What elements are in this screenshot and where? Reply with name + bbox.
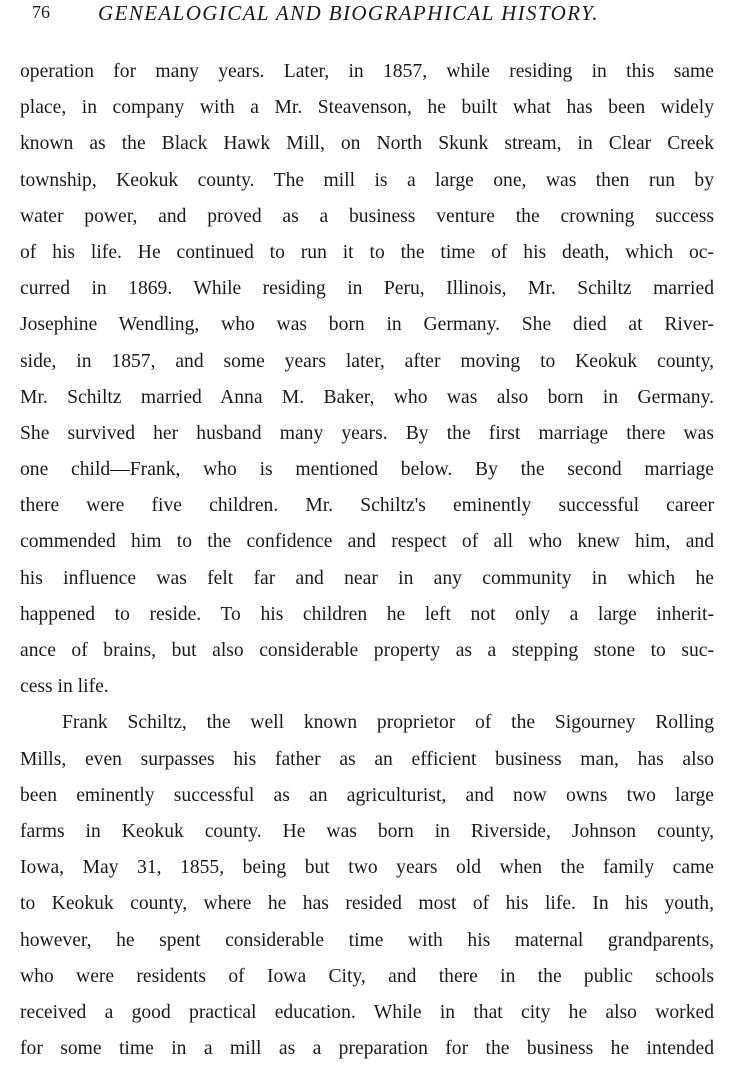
text-line: place, in company with a Mr. Steavenson, he built what has been widely — [20, 97, 714, 119]
text-line: Mills, even surpasses his father as an efficient business man, has also — [20, 748, 714, 770]
running-title: GENEALOGICAL AND BIOGRAPHICAL HISTORY. — [98, 1, 599, 25]
text-line: who were residents of Iowa City, and there in the public schools — [20, 965, 714, 987]
page-number: 76 — [32, 2, 50, 22]
text-line: his influence was felt far and near in any community in which he — [20, 567, 714, 589]
text-line: one child—Frank, who is mentioned below. By the second marriage — [20, 459, 714, 481]
text-line: commended him to the confidence and respect of all who knew him, and — [20, 531, 714, 553]
text-line: Josephine Wendling, who was born in Germany. She died at River- — [20, 314, 714, 336]
running-head — [32, 2, 672, 32]
text-line: however, he spent considerable time with his maternal grandparents, — [20, 929, 714, 951]
text-line: side, in 1857, and some years later, after moving to Keokuk county, — [20, 350, 714, 372]
text-line: Iowa, May 31, 1855, being but two years old when the family came — [20, 857, 714, 879]
text-line: Frank Schiltz, the well known proprietor of the Sigourney Rolling — [62, 712, 714, 734]
text-line: farms in Keokuk county. He was born in Riverside, Johnson county, — [20, 820, 714, 842]
text-line: happened to reside. To his children he left not only a large inherit- — [20, 603, 714, 625]
text-line: known as the Black Hawk Mill, on North Skunk stream, in Clear Creek — [20, 133, 714, 155]
text-line: for some time in a mill as a preparation for the business he intended — [20, 1038, 714, 1060]
text-line: curred in 1869. While residing in Peru, Illinois, Mr. Schiltz married — [20, 278, 714, 300]
text-line: ance of brains, but also considerable property as a stepping stone to suc- — [20, 640, 714, 661]
paragraph-1 — [20, 54, 714, 705]
text-line: township, Keokuk county. The mill is a large one, was then run by — [20, 169, 714, 191]
text-line: been eminently successful as an agriculturist, and now owns two large — [20, 784, 714, 806]
text-line: of his life. He continued to run it to the time of his death, which oc- — [20, 241, 714, 263]
text-line: to Keokuk county, where he has resided most of his life. In his youth, — [20, 893, 714, 915]
text-line: Mr. Schiltz married Anna M. Baker, who was also born in Germany. — [20, 386, 714, 408]
text-line: cess in life. — [20, 676, 109, 698]
text-line: She survived her husband many years. By the first marriage there was — [20, 422, 714, 444]
body-text — [20, 54, 714, 1067]
text-line: received a good practical education. While in that city he also worked — [20, 1001, 714, 1023]
text-line: water power, and proved as a business venture the crowning success — [20, 205, 714, 227]
paragraph-2 — [20, 705, 714, 1067]
text-line: operation for many years. Later, in 1857, while residing in this same — [20, 61, 714, 82]
text-line: there were five children. Mr. Schiltz's eminently successful career — [20, 495, 714, 517]
